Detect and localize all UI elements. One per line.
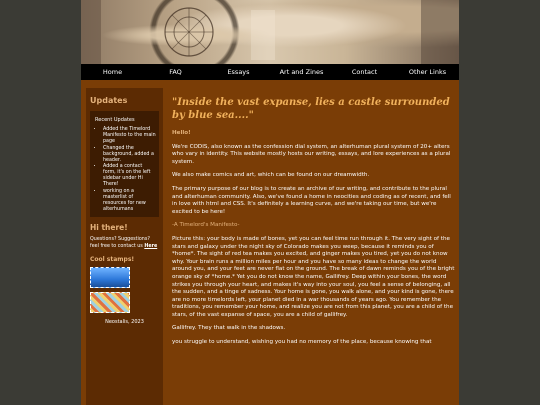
list-item: • Added a contact form, it's on the left sidebar under Hi There!	[103, 164, 156, 188]
left-sidebar	[86, 88, 163, 405]
nav-essays[interactable]: Essays	[227, 68, 250, 76]
page-background-left	[0, 0, 81, 405]
stamp-image	[90, 267, 130, 288]
sidebar-footer: Neostalis, 2023	[105, 319, 144, 325]
hi-there-heading: Hi there!	[90, 223, 128, 232]
manifesto-paragraph: Picture this: your body is made of bones, yet you can feel time run through it. The very sight of the stars and galaxy under the night sky of Colorado makes you weep, because it reminds you of *home*. The sight of red tea makes you excited, and ginger makes you tired, yet you do not know why. Your brain runs a million miles per hour and you have so many ideas to change the world around you, and your feet are never flat on the ground. The break of dawn reminds you of the bright orange sky of *home.* Yet you do not know the name, Gallifrey. Deep within your bones, the word strikes you through your heart, and makes it's way into your soul, you feel a sense of belonging, all the sudden, and a tinge of sadness. Your home is gone, you walk alone, and your kind is gone, there are no more timelords left, your planet died in a war thousands of years ago. You remember the traditions, you remember your home, and realize you are not from this planet, you are a child of the stars, of the vast expanse of space, you are a child of gallifrey.	[172, 235, 455, 318]
contact-link[interactable]: Here	[144, 243, 158, 249]
top-navigation	[81, 64, 459, 80]
comics-paragraph: We also make comics and art, which can be found on our dreamwidth.	[172, 172, 370, 179]
page-title: "Inside the vast expanse, lies a castle surrounded by blue sea...."	[172, 97, 450, 121]
greeting: Hello!	[172, 130, 191, 136]
header-banner-image	[81, 0, 459, 64]
cool-stamps-heading: Cool stamps!	[90, 256, 135, 263]
page-background-right	[459, 0, 540, 405]
nav-faq[interactable]: FAQ	[169, 68, 182, 76]
nav-contact[interactable]: Contact	[351, 68, 378, 76]
recent-updates-title: Recent Updates	[95, 117, 135, 123]
contact-blurb	[90, 237, 159, 250]
contact-text: Questions? Suggestions? feel free to contact us	[90, 237, 150, 249]
list-item: • Added the Timelord Manifesto to the main page	[103, 127, 156, 145]
stamp-image	[90, 292, 130, 313]
site-container	[81, 0, 459, 405]
gallifrey-line: Gallifrey. They that walk in the shadows.	[172, 325, 286, 332]
purpose-paragraph: The primary purpose of our blog is to create an archive of our writing, and contribute to the plural and alterhuman community. Also, we've found a home in neocities and coding as of recent, and fell in love with html and CSS. It's definitely a learning curve, and we're taking our time, but we're excited to be here!	[172, 185, 451, 215]
recent-updates-box	[90, 111, 159, 217]
nav-other-links[interactable]: Other Links	[408, 68, 447, 76]
nav-art-and-zines[interactable]: Art and Zines	[279, 68, 324, 76]
list-item: • Changed the background, added a header.	[103, 146, 156, 164]
updates-heading: Updates	[90, 96, 128, 105]
banner-decor	[81, 0, 459, 64]
continuation-paragraph: you struggle to understand, wishing you had no memory of the place, because knowing that	[172, 339, 432, 346]
main-content	[172, 92, 456, 353]
intro-paragraph: We're CODIS, also known as the confession dial system, an alterhuman plural system of 20+ alters who vary in identity. This website mostly hosts our writing, essays, and lore experiences as a plural system.	[172, 143, 451, 165]
list-item: • working on a masterlist of resources for new alterhumans	[103, 189, 156, 213]
nav-home[interactable]: Home	[102, 68, 123, 76]
recent-updates-list	[93, 127, 156, 213]
manifesto-title: -A Timelord's Manifesto-	[172, 222, 240, 229]
